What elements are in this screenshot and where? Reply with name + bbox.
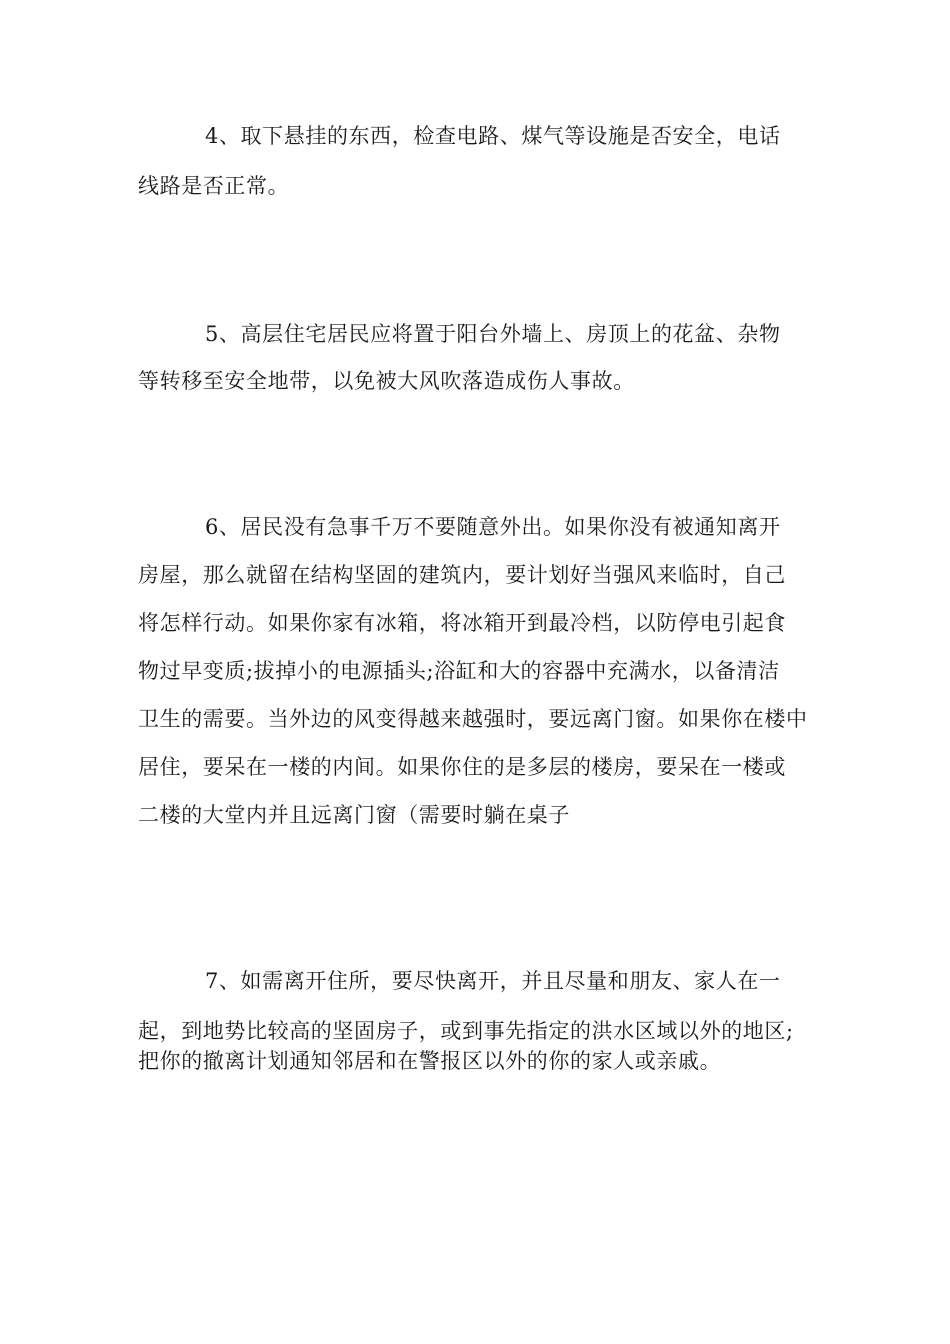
paragraph-line: 6、居民没有急事千万不要随意外出。如果你没有被通知离开 (205, 515, 781, 539)
paragraph-line: 卫生的需要。当外边的风变得越来越强时，要远离门窗。如果你在楼中 (138, 707, 808, 731)
paragraph-line: 7、如需离开住所，要尽快离开，并且尽量和朋友、家人在一 (205, 969, 781, 993)
paragraph-line: 二楼的大堂内并且远离门窗（需要时躺在桌子 (138, 803, 570, 827)
paragraph-line: 线路是否正常。 (138, 174, 290, 198)
paragraph-line: 4、取下悬挂的东西，检查电路、煤气等设施是否安全，电话 (205, 124, 781, 148)
paragraph-line: 房屋，那么就留在结构坚固的建筑内，要计划好当强风来临时，自己 (138, 563, 786, 587)
paragraph-line: 将怎样行动。如果你家有冰箱，将冰箱开到最冷档，以防停电引起食 (138, 611, 786, 635)
paragraph-line: 5、高层住宅居民应将置于阳台外墙上、房顶上的花盆、杂物 (205, 322, 781, 346)
paragraph-line: 等转移至安全地带，以免被大风吹落造成伤人事故。 (138, 369, 635, 393)
paragraph-line: 居住，要呆在一楼的内间。如果你住的是多层的楼房，要呆在一楼或 (138, 755, 786, 779)
paragraph-line: 把你的撤离计划通知邻居和在警报区以外的你的家人或亲戚。 (138, 1049, 722, 1073)
paragraph-line: 物过早变质;拔掉小的电源插头;浴缸和大的容器中充满水，以备清洁 (138, 659, 780, 683)
paragraph-line: 起，到地势比较高的坚固房子，或到事先指定的洪水区域以外的地区; (138, 1019, 794, 1043)
